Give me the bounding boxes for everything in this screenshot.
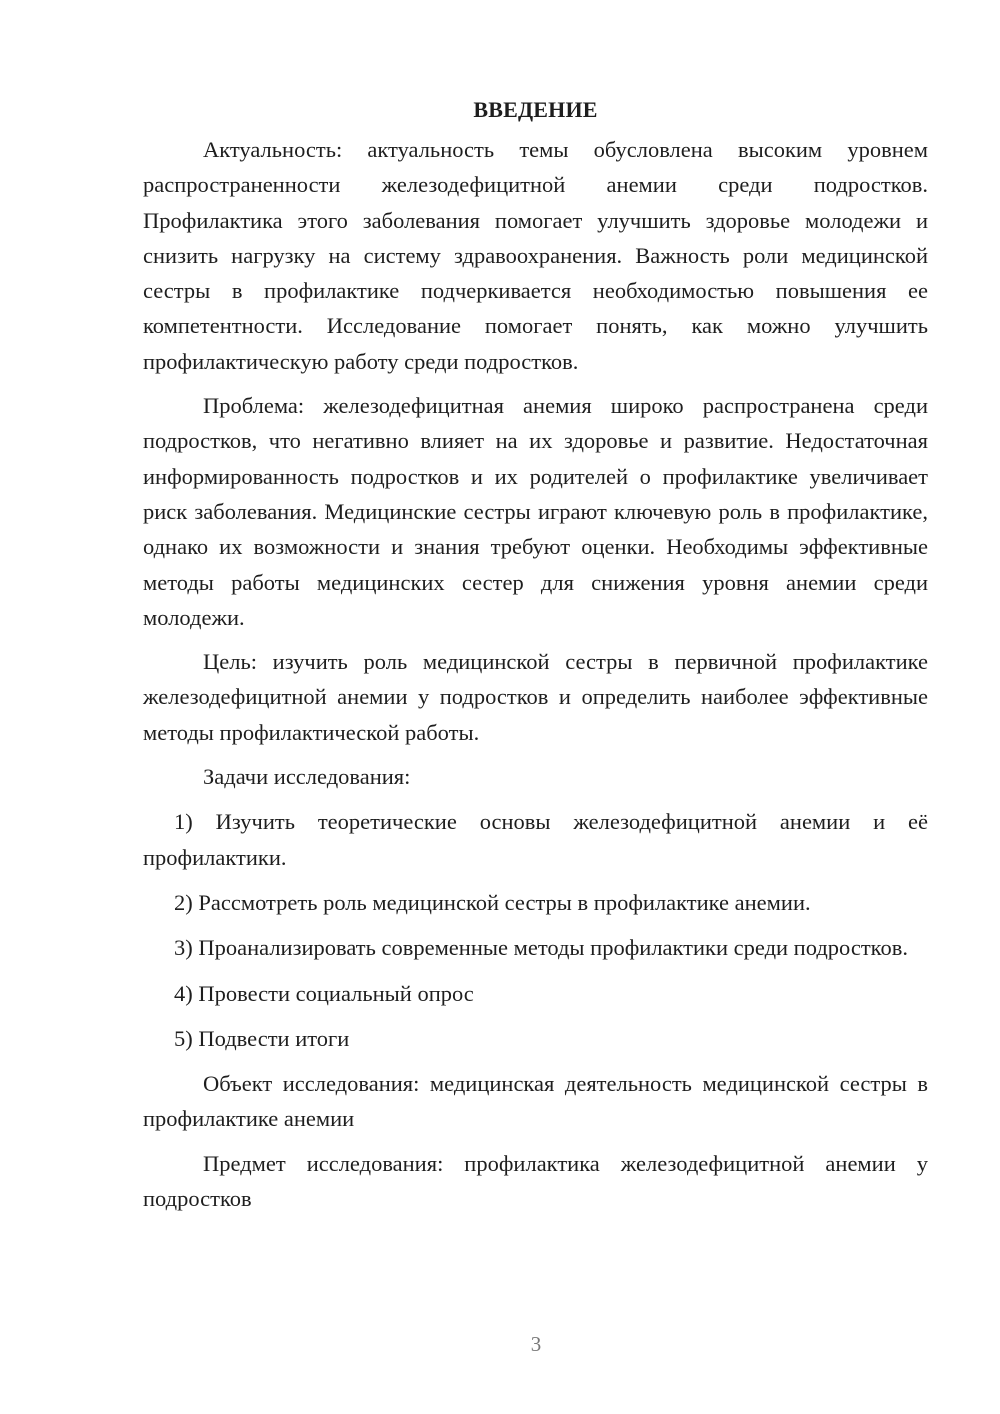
list-item: 2) Рассмотреть роль медицинской сестры в профилактике анемии. [174,889,811,915]
list-item: 4) Провести социальный опрос [174,980,474,1006]
list-item: 5) Подвести итоги [174,1025,350,1051]
list-item: 3) Проанализировать современные методы профилактики среди подростков. [174,935,908,961]
problem-paragraph: Проблема: железодефицитная анемия широко распространена среди подростков, что негативно влияет на их здоровье и развитие. Недостаточная информированность подростков и их родителей о профилактике увеличивает риск заболевания. Медицинские сестры играют ключевую роль в профилактике, однако их возможности и знания требуют оценки. Необходимы эффективные методы работы медицинских сестер для снижения уровня анемии среди молодежи. [143,393,928,630]
page-number: 3 [530,1332,542,1356]
tasks-list [143,804,928,1056]
goal-paragraph: Цель: изучить роль медицинской сестры в первичной профилактике железодефицитной анемии у подростков и определить наиболее эффективные методы профилактической работы. [143,649,928,745]
subject-paragraph: Предмет исследования: профилактика железодефицитной анемии у подростков [143,1150,928,1212]
object-paragraph: Объект исследования: медицинская деятельность медицинской сестры в профилактике анемии [143,1071,928,1132]
page-title: ВВЕДЕНИЕ [473,97,598,122]
document-page [143,92,928,1225]
tasks-heading: Задачи исследования: [203,764,411,790]
list-item: 1) Изучить теоретические основы железодефицитной анемии и её профилактики. [143,809,928,870]
relevance-paragraph: Актуальность: актуальность темы обусловлена высоким уровнем распространенности железодефицитной анемии среди подростков. Профилактика этого заболевания помогает улучшить здоровье молодежи и снизить нагрузку на систему здравоохранения. Важность роли медицинской сестры в профилактике подчеркивается необходимостью повышения ее компетентности. Исследование помогает понять, как можно улучшить профилактическую работу среди подростков. [143,137,928,374]
